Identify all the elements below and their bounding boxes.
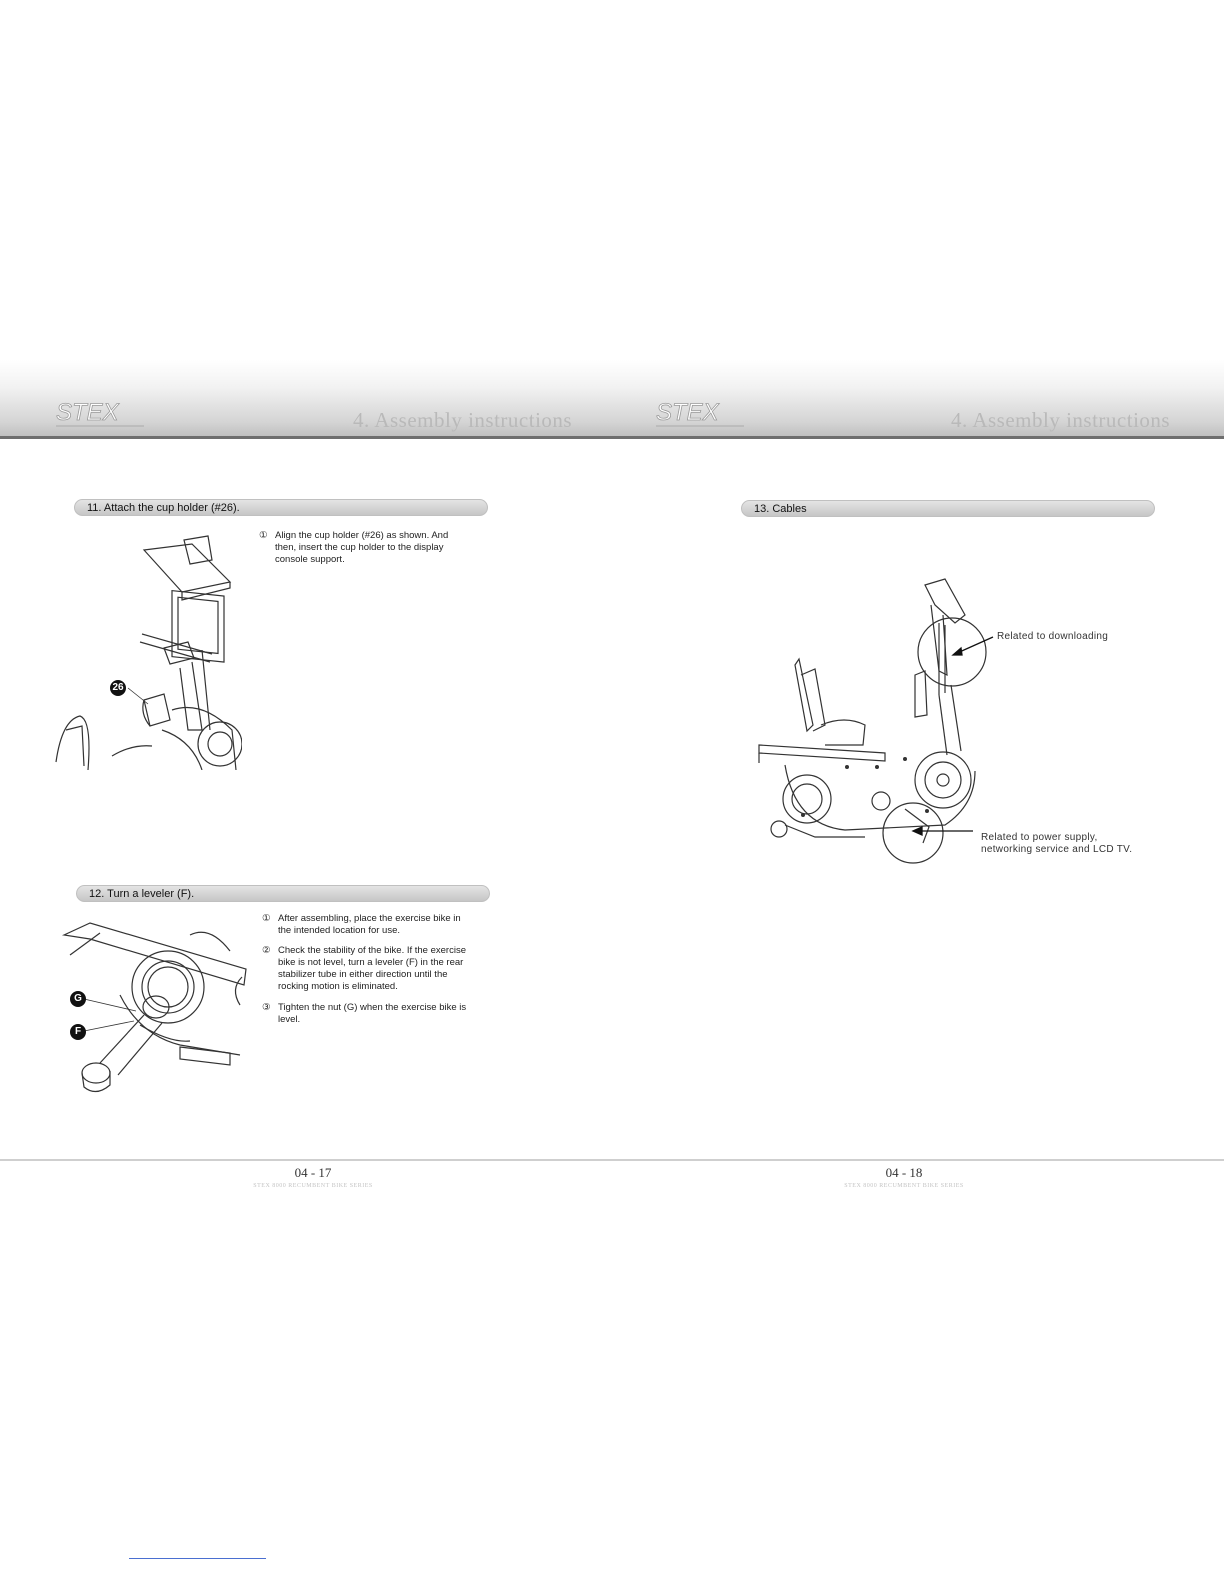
step-number: ① bbox=[262, 913, 271, 924]
step-number: ① bbox=[259, 530, 268, 541]
cables-figure bbox=[755, 575, 1005, 870]
logo-text: STEX bbox=[56, 399, 119, 426]
page-title-left: 4. Assembly instructions bbox=[353, 408, 573, 432]
footer-divider bbox=[0, 1159, 1224, 1161]
step-12-3 bbox=[262, 1002, 486, 1028]
step-number: ③ bbox=[262, 1002, 271, 1013]
callout-power-1: Related to power supply, bbox=[981, 832, 1098, 843]
logo-text: STEX bbox=[656, 399, 719, 426]
step-text: Tighten the nut (G) when the exercise bike is level. bbox=[278, 1002, 467, 1025]
series-name-right: STEX 8000 RECUMBENT BIKE SERIES bbox=[844, 1183, 964, 1189]
part-g-label: G bbox=[70, 991, 86, 1007]
page-number-right: 04 - 18 bbox=[885, 1165, 923, 1180]
page-number-left: 04 - 17 bbox=[294, 1165, 332, 1180]
stex-logo-left bbox=[52, 394, 162, 434]
section-12-title: 12. Turn a leveler (F). bbox=[76, 885, 490, 902]
step-number: ② bbox=[262, 945, 271, 956]
part-26-label: 26 bbox=[110, 680, 126, 696]
leveler-figure bbox=[60, 915, 250, 1095]
bottom-link-underline bbox=[129, 1558, 266, 1559]
section-11-title: 11. Attach the cup holder (#26). bbox=[74, 499, 488, 516]
step-text: Align the cup holder (#26) as shown. And then, insert the cup holder to the display console support. bbox=[275, 530, 449, 565]
page-title-right: 4. Assembly instructions bbox=[951, 408, 1171, 432]
header-divider bbox=[0, 436, 1224, 439]
part-f-label: F bbox=[70, 1024, 86, 1040]
step-text: Check the stability of the bike. If the exercise bike is not level, turn a leveler (F) in the rear stabilizer tube in either direction until the rocking motion is eliminated. bbox=[278, 945, 466, 992]
cup-holder-figure bbox=[52, 530, 242, 770]
step-12-1 bbox=[262, 913, 486, 939]
step-12-2 bbox=[262, 945, 486, 995]
section-13-title: 13. Cables bbox=[741, 500, 1155, 517]
series-name-left: STEX 8000 RECUMBENT BIKE SERIES bbox=[253, 1183, 373, 1189]
stex-logo-right bbox=[652, 394, 762, 434]
step-text: After assembling, place the exercise bike in the intended location for use. bbox=[278, 913, 461, 936]
step-11-1 bbox=[259, 530, 479, 570]
callout-power-2: networking service and LCD TV. bbox=[981, 844, 1133, 855]
callout-downloading: Related to downloading bbox=[997, 631, 1109, 642]
